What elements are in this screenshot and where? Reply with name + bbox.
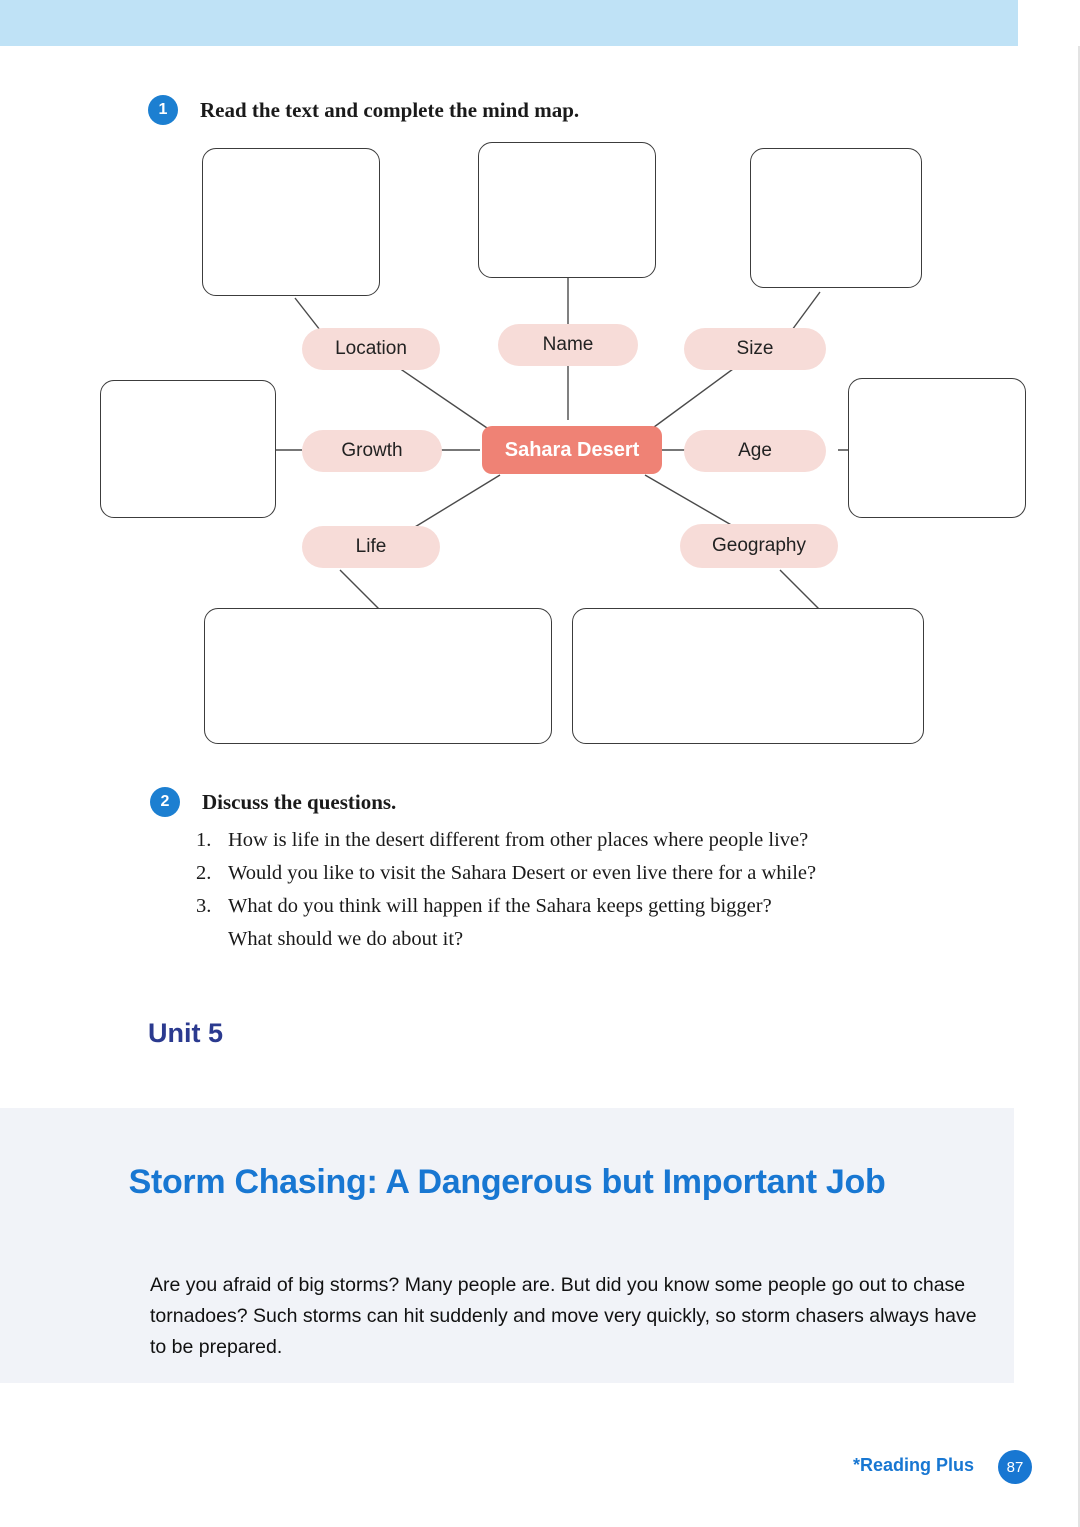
page-number: 87 xyxy=(998,1450,1032,1484)
list-item xyxy=(196,890,1016,923)
discussion-question-list xyxy=(196,824,1016,956)
mindmap-branch-growth: Growth xyxy=(302,430,442,472)
question-text: How is life in the desert different from other places where people live? xyxy=(228,829,809,851)
question-marker: 3. xyxy=(196,895,212,917)
question-marker: 2. xyxy=(196,862,212,884)
activity-2-instruction: Discuss the questions. xyxy=(202,790,397,814)
answer-box-life[interactable] xyxy=(204,608,552,744)
question-text-continued: What should we do about it? xyxy=(228,928,464,950)
mind-map xyxy=(80,130,1040,770)
answer-box-geography[interactable] xyxy=(572,608,924,744)
activity-1-number: 1 xyxy=(148,95,178,125)
answer-box-growth[interactable] xyxy=(100,380,276,518)
article-body: Are you afraid of big storms? Many people are. But did you know some people go out to chase tornadoes? Such storms can hit suddenly and move very quickly, so storm chasers always have to be prepared. xyxy=(150,1274,977,1358)
mindmap-branch-size: Size xyxy=(684,328,826,370)
footer-series-label: *Reading Plus xyxy=(852,1455,974,1475)
answer-box-size[interactable] xyxy=(750,148,922,288)
activity-1-instruction: Read the text and complete the mind map. xyxy=(200,98,580,122)
answer-box-name[interactable] xyxy=(478,142,656,278)
page-top-band-gap xyxy=(1018,0,1080,46)
mindmap-branch-life: Life xyxy=(302,526,440,568)
question-marker: 1. xyxy=(196,829,212,851)
list-item xyxy=(196,824,1016,857)
answer-box-location[interactable] xyxy=(202,148,380,296)
activity-2-number: 2 xyxy=(150,787,180,817)
mindmap-center-node: Sahara Desert xyxy=(482,426,662,474)
page-top-band xyxy=(0,0,1080,46)
mindmap-branch-name: Name xyxy=(498,324,638,366)
answer-box-age[interactable] xyxy=(848,378,1026,518)
question-text: Would you like to visit the Sahara Desert or even live there for a while? xyxy=(228,862,817,884)
mindmap-branch-age: Age xyxy=(684,430,826,472)
mindmap-branch-location: Location xyxy=(302,328,440,370)
list-item xyxy=(196,857,1016,890)
mindmap-branch-geography: Geography xyxy=(680,524,838,568)
question-text: What do you think will happen if the Sahara keeps getting bigger? xyxy=(228,895,772,917)
unit-heading: Unit 5 xyxy=(148,1018,224,1048)
article-title: Storm Chasing: A Dangerous but Important Job xyxy=(128,1163,886,1201)
